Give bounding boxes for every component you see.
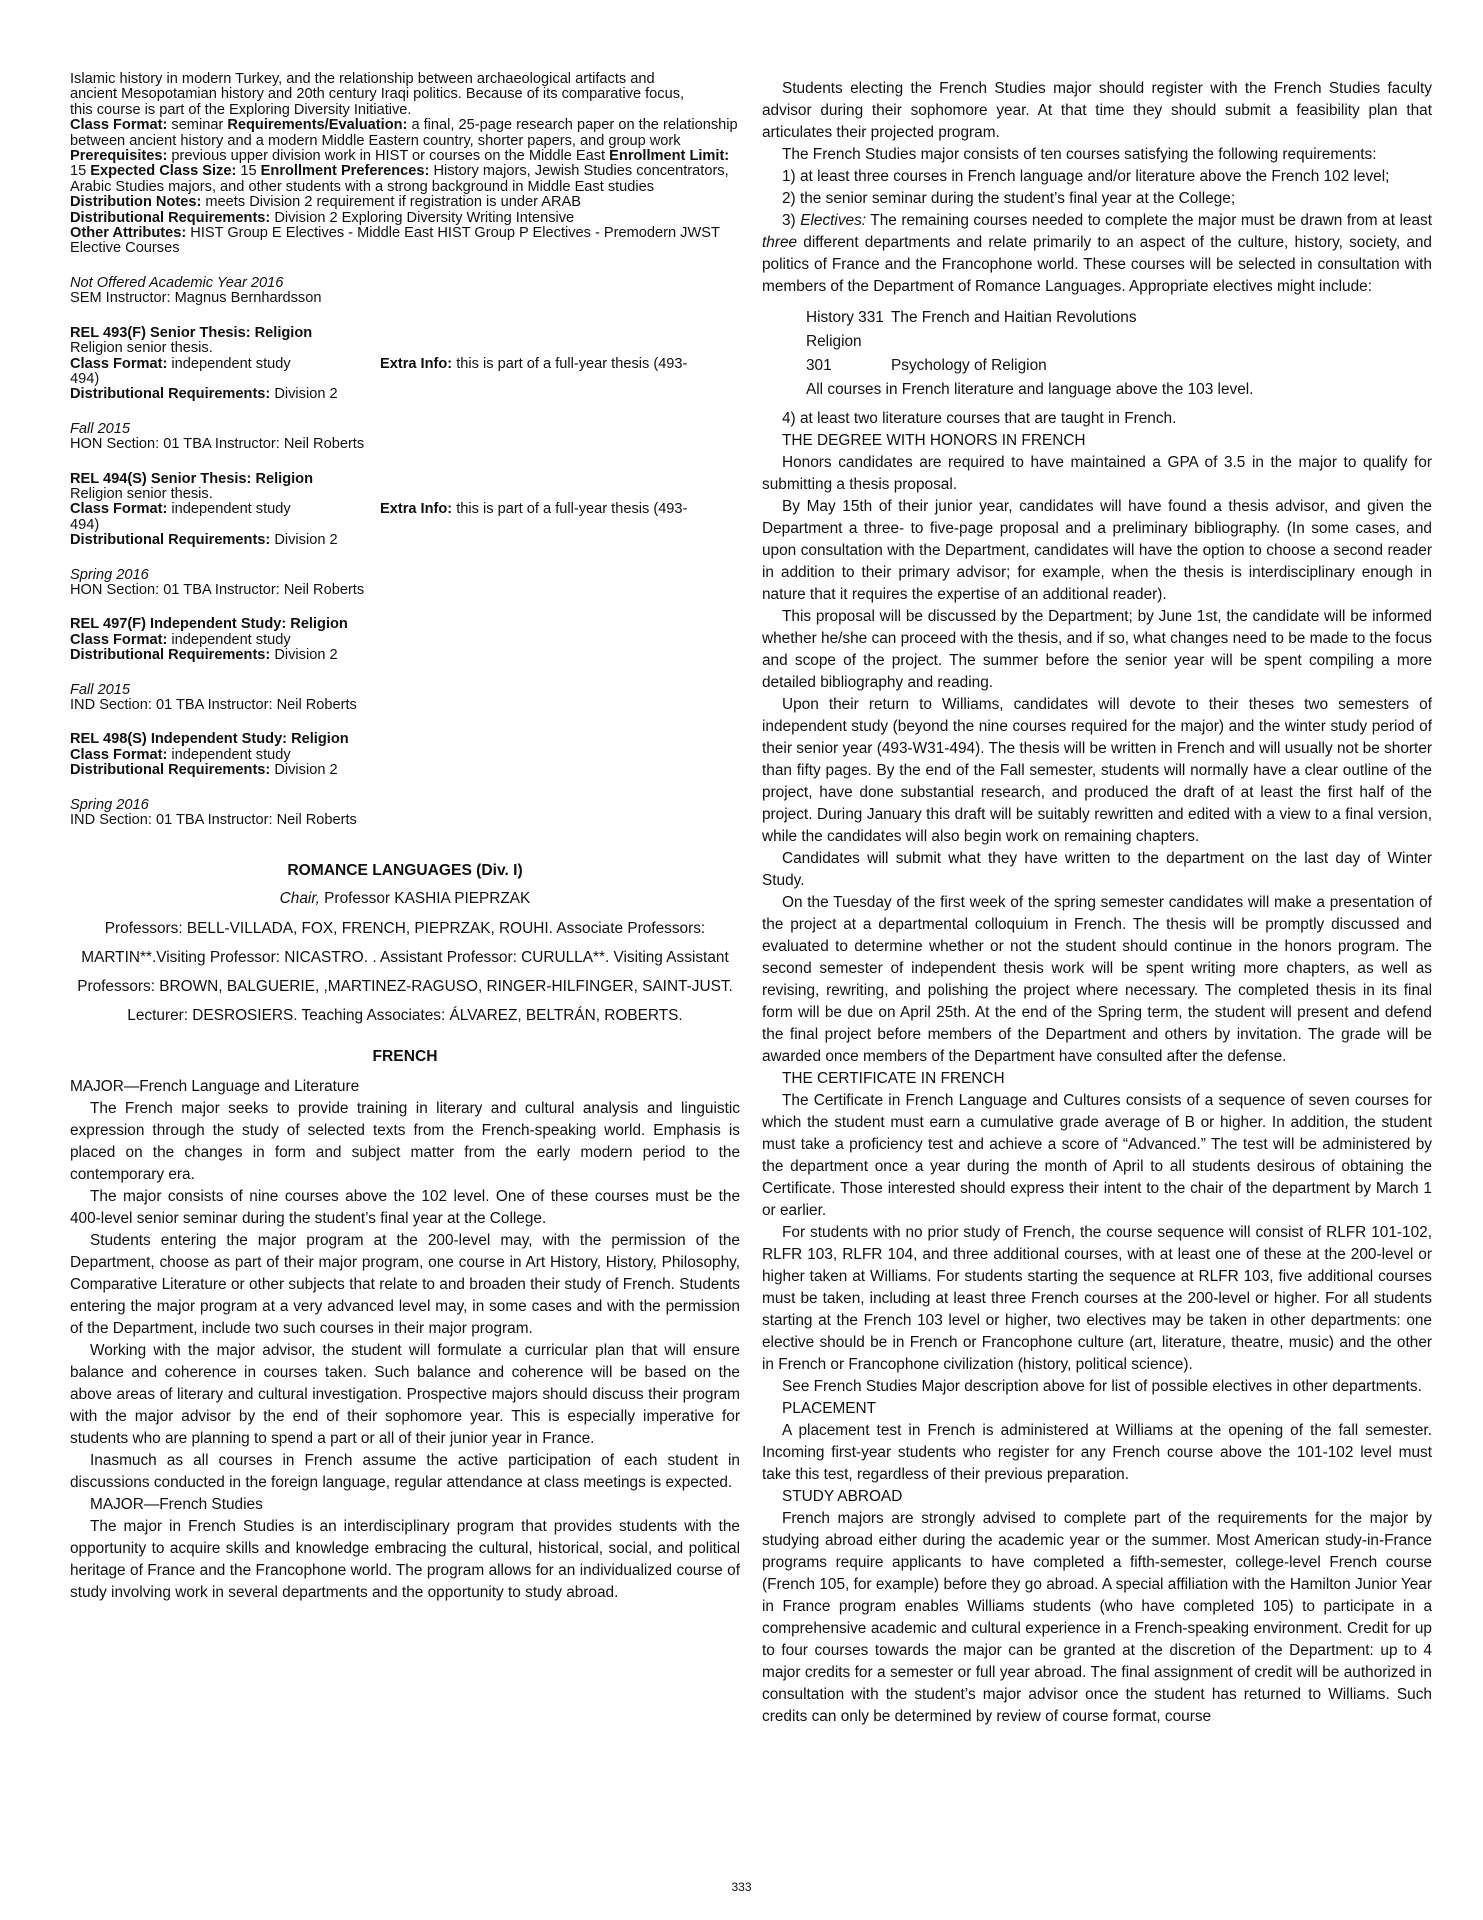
paragraph: The French Studies major consists of ten courses satisfying the following requirements: <box>782 146 1377 163</box>
course-rel-497 <box>70 617 740 663</box>
dist-reqs: Distributional Requirements: Division 2 <box>70 532 338 549</box>
paragraph: Students entering the major program at the 200-level may, with the permission of the Department, choose as part of their major program, one course in Art History, History, Philosophy, Comparative Literature or other subjects that relate to and broaden their study of French. Students entering the major program at a very advanced level may, in some cases and with the permission of the Department, include two such courses in their major program. <box>70 1232 740 1338</box>
paragraph: The major consists of nine courses above the 102 level. One of these courses must be the 400-level senior seminar during the student’s final year at the College. <box>70 1188 740 1228</box>
subsection-heading: MAJOR—French Studies <box>90 1496 263 1514</box>
offering <box>70 683 740 714</box>
paragraph: French majors are strongly advised to complete part of the requirements for the major by studying abroad either during the academic year or the summer. Most American study-in-France programs require applicants to have completed a fifth-semester, college-level French course (French 105, for example) before they go abroad. A special affiliation with the Hamilton Junior Year in France program enables Williams students (who have completed 105) to participate in a comprehensive academic and cultural experience in a French-speaking environment. Credit for up to four courses towards the major can be granted at the discretion of the Department: up to 4 major credits for a semester or full year abroad. The final assignment of credit will be authorized in consultation with the student’s major advisor once the student has returned to Williams. Such credits can only be determined by review of course format, course <box>762 1510 1432 1725</box>
paragraph: For students with no prior study of French, the course sequence will consist of RLFR 101-102, RLFR 103, RLFR 104, and three additional courses, with at least one of these at the 200-level or higher taken at Williams. For students starting the sequence at RLFR 103, five additional courses must be taken, including at least three French courses at the 200-level or higher. For all students starting at the French 103 level or higher, two electives may be taken in other departments: one elective should be in French or Francophone culture (art, literature, theatre, music) and the other in French or Francophone civilization (history, political science). <box>762 1224 1432 1373</box>
offering-term: Spring 2016 <box>70 796 149 813</box>
paragraph: Working with the major advisor, the student will formulate a curricular plan that will ensure balance and coherence in courses taken. Such balance and coherence will be based on the above areas of literary and cultural investigation. Prospective majors should discuss their program with the major advisor by the end of their sophomore year. This is especially imperative for students who are planning to spend a part or all of their junior year in France. <box>70 1342 740 1448</box>
paragraph-electives-req: 3) Electives: The remaining courses needed to complete the major must be drawn from at least three different departments and relate primarily to an aspect of the culture, history, society, and politics of France and the Francophone world. These courses will be selected in consultation with members of the Department of Romance Languages. Appropriate electives might include: <box>762 212 1432 295</box>
course-rel-493 <box>70 326 740 403</box>
dist-reqs: Distributional Requirements: Division 2 <box>70 647 338 664</box>
paragraph: The major in French Studies is an interdisciplinary program that provides students with the opportunity to acquire skills and knowledge embracing the cultural, historical, social, and political heritage of France and the Francophone world. The program allows for an individualized course of study involving work in several departments and the opportunity to study abroad. <box>70 1518 740 1602</box>
offering-line: IND Section: 01 TBA Instructor: Neil Roberts <box>70 697 357 713</box>
elective-note: All courses in French literature and language above the 103 level. <box>806 381 1254 398</box>
offering-term: Spring 2016 <box>70 566 149 583</box>
offering <box>70 798 740 829</box>
offering <box>70 568 740 599</box>
other-attributes: Other Attributes: HIST Group E Electives - Middle East HIST Group P Electives - Premodern JWST Elective Courses <box>70 225 720 257</box>
department-title: ROMANCE LANGUAGES (Div. I) <box>287 862 523 880</box>
right-column <box>762 78 1432 1728</box>
dist-reqs: Distributional Requirements: Division 2 Exploring Diversity Writing Intensive <box>70 209 575 226</box>
course-title: REL 493(F) Senior Thesis: Religion <box>70 324 313 341</box>
department-chair: Chair, Professor KASHIA PIEPRZAK <box>279 890 531 908</box>
paragraph: The French major seeks to provide training in literary and cultural analysis and linguistic expression through the study of selected texts from the French-speaking world. Emphasis is placed on the changes in form and subject matter from the early modern period to the contemporary era. <box>70 1100 740 1184</box>
subsection-heading: MAJOR—French Language and Literature <box>70 1078 360 1096</box>
course-details: Class Format: seminar Requirements/Evaluation: a final, 25-page research paper on the relationship between ancient history and a modern Middle Eastern country, shorter papers, and group work Prerequisites: previous upper division work in HIST or courses on the Middle East Enrollment Limit: 15 Expected Class Size: 15 Enrollment Preferences: History majors, Jewish Studies concentrators, Arabic Studies majors, and other students with a strong background in Middle East studies Distribution Notes: meets Division 2 requirement if registration is under ARAB <box>70 117 738 211</box>
left-column <box>70 72 740 1604</box>
paragraph: Inasmuch as all courses in French assume the active participation of each student in discussions conducted in the foreign language, regular attendance at class meetings is expected. <box>70 1452 740 1492</box>
offering-line: IND Section: 01 TBA Instructor: Neil Roberts <box>70 812 357 829</box>
paragraph: Candidates will submit what they have written to the department on the last day of Winter Study. <box>762 850 1432 889</box>
faculty-list: Professors: BELL-VILLADA, FOX, FRENCH, PIEPRZAK, ROUHI. Associate Professors: MARTIN**.Visiting Professor: NICASTRO. . Assistant Professor: CURULLA**. Visiting Assistant Professors: BROWN, BALGUERIE, ,MARTINEZ-RAGUSO, RINGER-HILFINGER, SAINT-JUST. Lecturer: DESROSIERS. Teaching Associates: ÁLVAREZ, BELTRÁN, ROBERTS. <box>77 920 733 1025</box>
course-desc: Religion senior thesis. <box>70 340 213 357</box>
paragraph: 2) the senior seminar during the student’s final year at the College; <box>782 190 1236 207</box>
offering-line: HON Section: 01 TBA Instructor: Neil Roberts <box>70 436 365 453</box>
class-format-row: Class Format: independent study Extra Info: this is part of a full-year thesis (493- <box>70 501 688 518</box>
course-desc: Religion senior thesis. <box>70 485 213 502</box>
course-title: REL 494(S) Senior Thesis: Religion <box>70 470 314 487</box>
offering-line: HON Section: 01 TBA Instructor: Neil Roberts <box>70 581 365 598</box>
offering-term: Fall 2015 <box>70 420 131 437</box>
class-format-row: Class Format: independent study <box>70 746 291 763</box>
subsection-heading: PLACEMENT <box>782 1400 877 1417</box>
paragraph: This proposal will be discussed by the Department; by June 1st, the candidate will be informed whether he/she can proceed with the thesis, and if so, what changes need to be made to the focus and scope of the project. The summer before the senior year will be spent compiling a more detailed bibliography and reading. <box>762 608 1432 691</box>
intro-line: Islamic history in modern Turkey, and the relationship between archaeological artifacts and <box>70 71 655 87</box>
paragraph: See French Studies Major description above for list of possible electives in other departments. <box>782 1378 1422 1395</box>
extra-cont: 494) <box>70 370 100 387</box>
class-format-row: Class Format: independent study Extra Info: this is part of a full-year thesis (493- <box>70 355 688 372</box>
course-title: REL 497(F) Independent Study: Religion <box>70 616 348 633</box>
course-rel-498 <box>70 732 740 778</box>
dist-reqs: Distributional Requirements: Division 2 <box>70 386 338 403</box>
intro-line: ancient Mesopotamian history and 20th century Iraqi politics. Because of its comparative focus, <box>70 86 685 103</box>
course-rel-494 <box>70 472 740 549</box>
offering-term: Fall 2015 <box>70 681 131 698</box>
paragraph: On the Tuesday of the first week of the spring semester candidates will make a presentation of the project at a departmental colloquium in French. The thesis will be promptly discussed and evaluated to determine whether or not the student should continue in the honors program. The second semester of independent thesis work will be spent writing more chapters, as well as revising, rewriting, and polishing the project where necessary. The completed thesis in its final form will be due on April 25th. At the end of the Spring term, the student will present and defend the final project before members of the Department and others by invitation. The grade will be awarded once members of the Department have consulted after the defense. <box>762 894 1432 1065</box>
paragraph: 4) at least two literature courses that are taught in French. <box>782 410 1177 427</box>
paragraph: 1) at least three courses in French language and/or literature above the French 102 level; <box>782 168 1390 185</box>
intro-line: this course is part of the Exploring Diversity Initiative. <box>70 101 412 118</box>
paragraph: By May 15th of their junior year, candidates will have found a thesis advisor, and given the Department a three- to five-page proposal and a preliminary bibliography. (In some cases, and upon consultation with the Department, candidates will have the option to choose a second reader in addition to their primary advisor; for example, when the thesis is interdisciplinary enough in nature that it requires the expertise of an additional reader). <box>762 498 1432 603</box>
paragraph: The Certificate in French Language and Cultures consists of a sequence of seven courses for which the student must earn a cumulative grade average of B or higher. In addition, the student must take a proficiency test and achieve a score of “Advanced.” The test will be administered by the department once a year during the month of April to all students desirous of obtaining the Certificate. Those interested should express their intent to the chair of the department by March 1 or earlier. <box>762 1092 1432 1219</box>
elective-item: History 331 The French and Haitian Revolutions <box>806 309 1137 326</box>
course-title: REL 498(S) Independent Study: Religion <box>70 731 349 748</box>
offering-line: SEM Instructor: Magnus Bernhardsson <box>70 290 322 307</box>
electives-list <box>806 306 1432 402</box>
paragraph: Honors candidates are required to have maintained a GPA of 3.5 in the major to qualify for submitting a thesis proposal. <box>762 454 1432 493</box>
subsection-heading: STUDY ABROAD <box>782 1488 903 1505</box>
elective-item: Religion 301 Psychology of Religion <box>806 333 1047 374</box>
section-title: FRENCH <box>372 1048 438 1066</box>
offering <box>70 276 740 307</box>
class-format-row: Class Format: independent study <box>70 631 291 648</box>
page-number: 333 <box>731 1880 752 1894</box>
subsection-heading: THE CERTIFICATE IN FRENCH <box>782 1070 1005 1087</box>
paragraph: A placement test in French is administered at Williams at the opening of the fall semester. Incoming first-year students who register for any French course above the 101-102 level must take this test, regardless of their previous preparation. <box>762 1422 1432 1483</box>
extra-cont: 494) <box>70 516 100 533</box>
offering <box>70 422 740 453</box>
paragraph: Upon their return to Williams, candidates will devote to their theses two semesters of independent study (beyond the nine courses required for the major) and the winter study period of their senior year (493-W31-494). The thesis will be written in French and will usually not be shorter than fifty pages. By the end of the Fall semester, students will normally have a clear outline of the project, have done substantial research, and produced the draft of at least the first half of the project. During January this draft will be suitably rewritten and edited with a view to a final version, while the candidates will also begin work on remaining chapters. <box>762 696 1432 845</box>
french-major-text <box>70 1076 740 1604</box>
offering-term: Not Offered Academic Year 2016 <box>70 274 284 291</box>
subsection-heading: THE DEGREE WITH HONORS IN FRENCH <box>782 432 1086 449</box>
dist-reqs: Distributional Requirements: Division 2 <box>70 762 338 779</box>
course-continuation <box>70 72 740 257</box>
paragraph: Students electing the French Studies major should register with the French Studies faculty advisor during their sophomore year. At that time they should submit a feasibility plan that articulates their projected program. <box>762 80 1432 141</box>
